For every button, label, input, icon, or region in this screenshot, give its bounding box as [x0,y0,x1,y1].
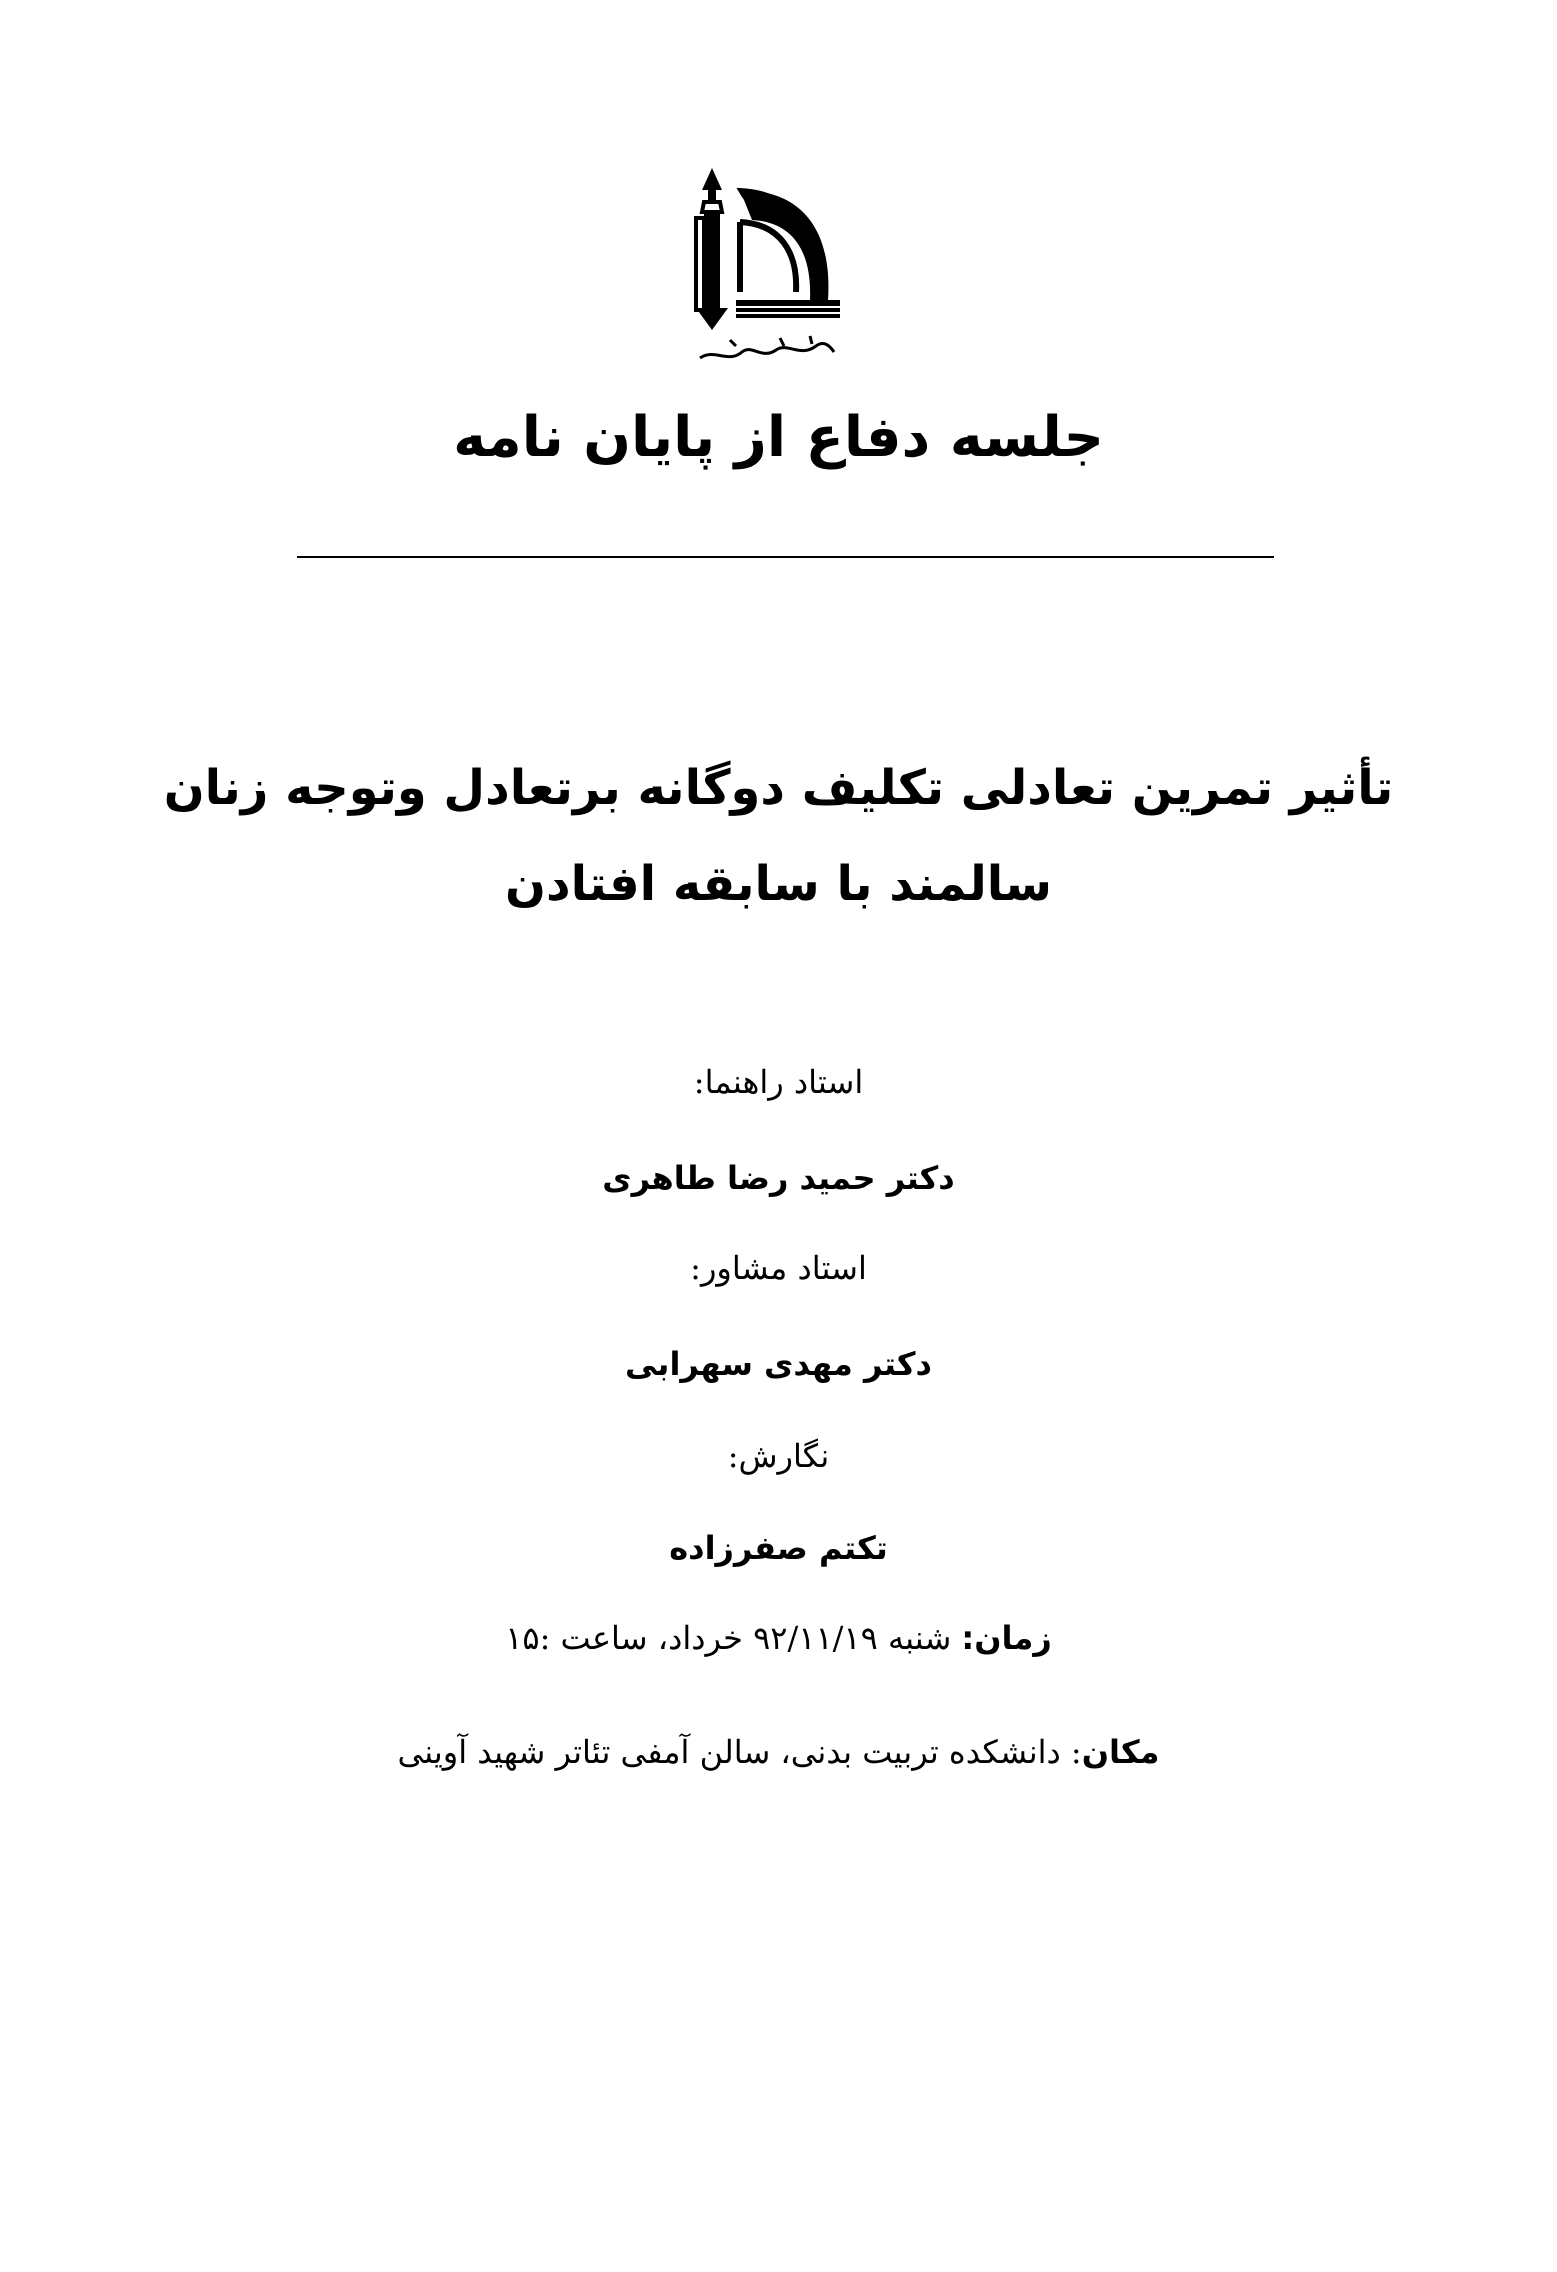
thesis-title: تأثیر تمرین تعادلی تکلیف دوگانه برتعادل وتوجه زنان سالمند با سابقه افتادن [163,760,1394,912]
advisor-label: استاد مشاور: [690,1249,867,1287]
author-label: نگارش: [727,1437,830,1475]
time-value: شنبه ۹۲/۱۱/۱۹ خرداد، ساعت :۱۵ [505,1619,952,1657]
author-name: تکتم صفرزاده [669,1529,888,1567]
location-value: دانشکده تربیت بدنی، سالن آمفی تئاتر شهید آوینی [397,1733,1061,1771]
time-label: زمان: [961,1619,1052,1657]
supervisor-label: استاد راهنما: [693,1063,864,1101]
university-logo [660,160,860,370]
defense-time [0,1614,1557,1662]
ferdowsi-university-logo-icon [660,160,860,370]
location-separator: : [1060,1733,1082,1771]
location-label: مکان [1081,1733,1160,1771]
defense-location [0,1728,1557,1776]
advisor-name: دکتر مهدی سهرابی [625,1345,932,1383]
divider [297,556,1274,558]
supervisor-name: دکتر حمید رضا طاهری [602,1159,955,1197]
page-heading: جلسه دفاع از پایان نامه [453,405,1104,470]
